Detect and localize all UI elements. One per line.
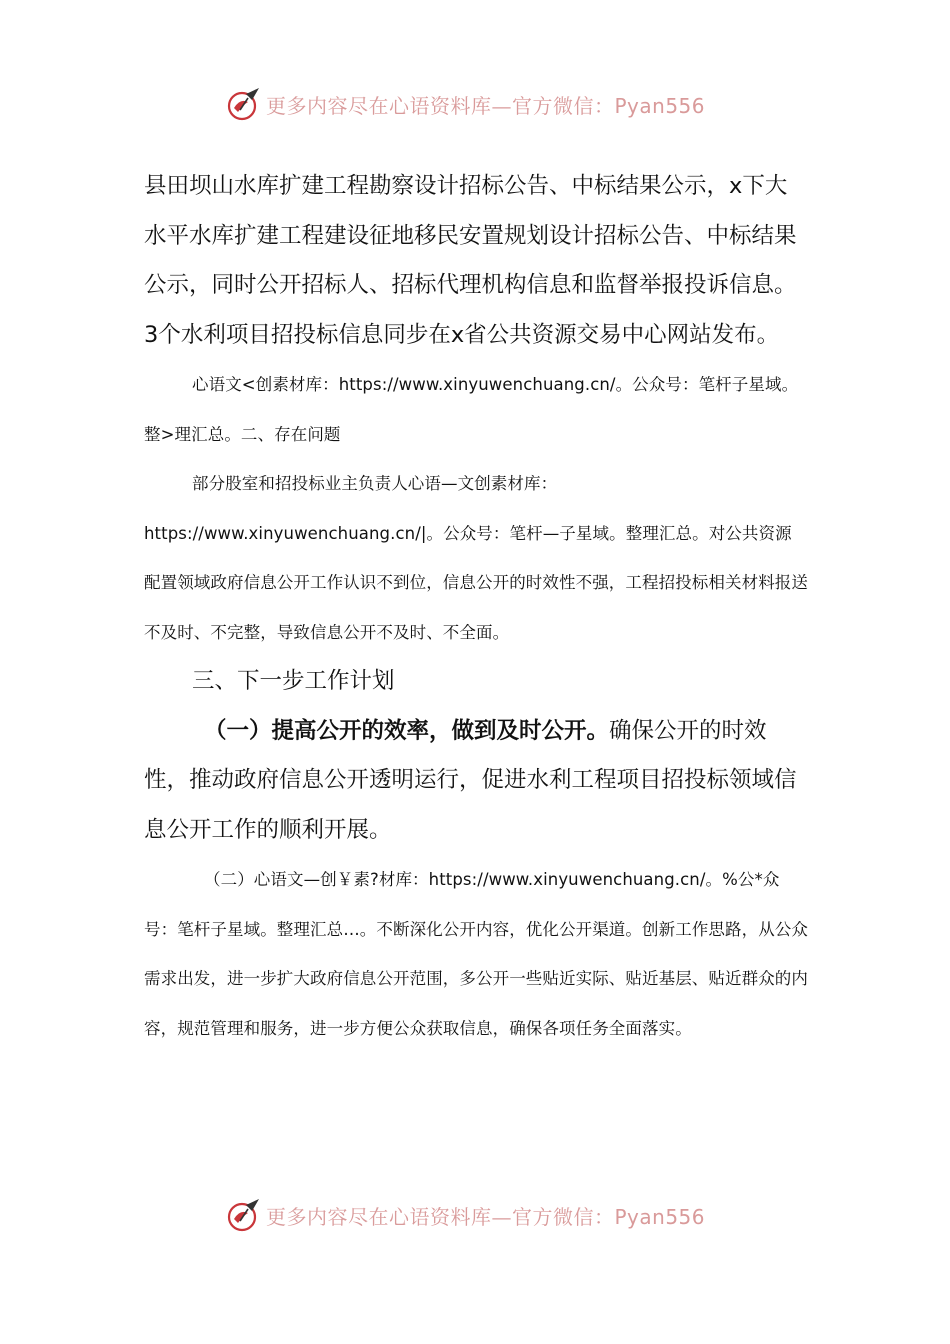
watermark-text — [266, 1201, 705, 1230]
paragraph-project-notices: 县田坝山水库扩建工程勘察设计招标公告、中标结果公示，x下大水平水库扩建工程建设征地移民安置规划设计招标公告、中标结果公示，同时公开招标人、招标代理机构信息和监督举报投诉信息。3个水利项目招投标信息同步在x省公共资源交易中心网站发布。 — [144, 173, 797, 348]
paragraph-existing-problems: 部分股室和招投标业主负责人心语—文创素材库：https://www.xinyuwenchuang.cn/|。公众号：笔杆—子星域。整理汇总。对公共资源配置领域政府信息公开工作认识不到位，信息公开的时效性不强，工程招投标相关材料报送不及时、不完整，导致信息公开不及时、不全面。 — [144, 474, 808, 642]
pen-logo-icon — [226, 86, 262, 122]
watermark-banner-bottom — [226, 1195, 726, 1235]
item-one-title: （一）提高公开的效率，做到及时公开。 — [204, 717, 610, 744]
document-body — [144, 162, 808, 1053]
pen-logo-icon — [226, 1197, 262, 1233]
watermark-wechat-id: Pyan556 — [614, 1204, 706, 1229]
paragraph-source-note-1: 心语文<创素材库：https://www.xinyuwenchuang.cn/。公众号：笔杆子星域。整>理汇总。二、存在问题 — [144, 375, 799, 444]
item-one-text: 确保公开的时效性，推动政府信息公开透明运行，促进水利工程项目招投标领域信息公开工作的顺利开展。 — [144, 717, 797, 843]
watermark-wechat-id: Pyan556 — [614, 93, 706, 118]
paragraph-item-two: （二）心语文—创￥素?材库：https://www.xinyuwenchuang.cn/。%公*众号：笔杆子星域。整理汇总…。不断深化公开内容，优化公开渠道。创新工作思路，从公众需求出发，进一步扩大政府信息公开范围，多公开一些贴近实际、贴近基层、贴近群众的内容，规范管理和服务，进一步方便公众获取信息，确保各项任务全面落实。 — [144, 870, 808, 1038]
watermark-banner-top — [226, 84, 726, 124]
watermark-text — [266, 90, 705, 119]
section-heading-next-steps: 三、下一步工作计划 — [192, 668, 395, 694]
paragraph-item-one — [144, 707, 808, 856]
watermark-label: 更多内容尽在心语资料库—官方微信： — [266, 1204, 615, 1229]
watermark-label: 更多内容尽在心语资料库—官方微信： — [266, 93, 615, 118]
